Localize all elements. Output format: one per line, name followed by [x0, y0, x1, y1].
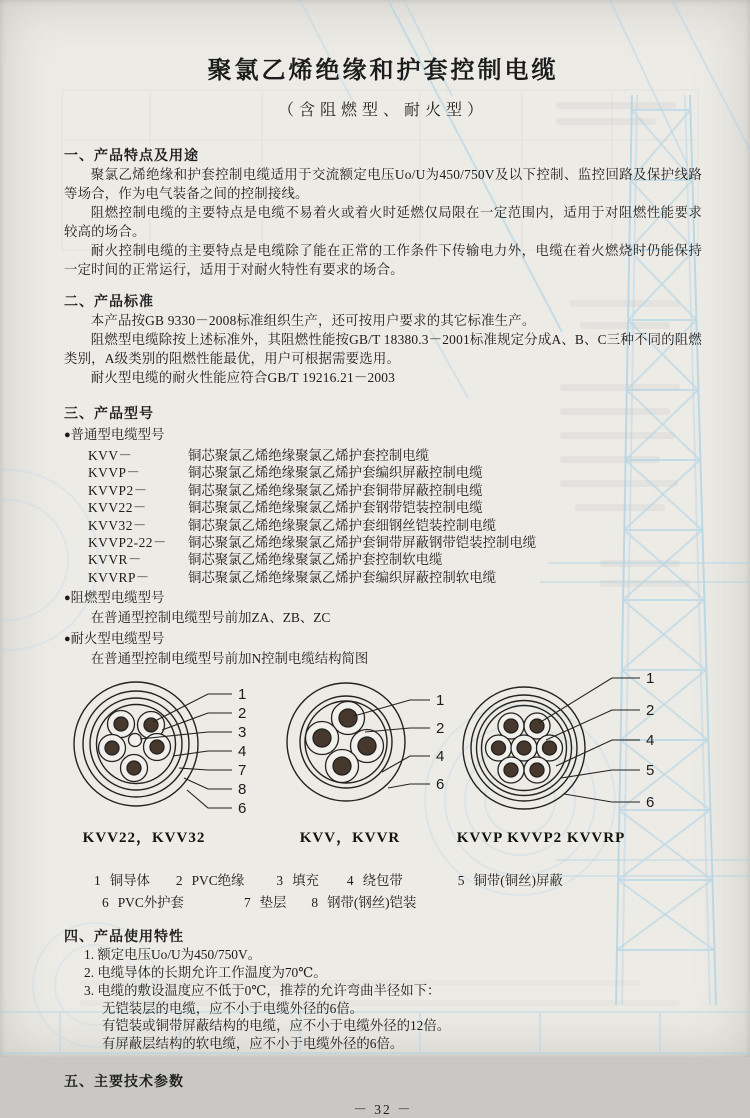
- model-desc: 铜芯聚氯乙烯绝缘聚氯乙烯护套钢带铠装控制电缆: [188, 500, 483, 516]
- cable-structure-diagrams: [64, 670, 702, 862]
- bullet-flame-retardant-models: ●阻燃型电缆型号: [64, 590, 165, 606]
- model-code: KVV－: [88, 448, 133, 463]
- layer-label: 2: [646, 702, 655, 720]
- layer-label: 4: [238, 743, 247, 761]
- layer-label: 1: [646, 670, 655, 688]
- usage-subitem: 无铠装层的电缆，应不小于电缆外径的6倍。: [102, 1000, 364, 1016]
- layer-label: 5: [646, 762, 655, 780]
- model-code: KVV32－: [88, 517, 147, 533]
- layer-label: 7: [238, 762, 247, 780]
- flame-retardant-note: 在普通型控制电缆型号前加ZA、ZB、ZC: [90, 610, 331, 626]
- model-code: KVVRP－: [88, 569, 150, 585]
- usage-item: 2. 电缆导体的长期允许工作温度为70℃。: [84, 965, 327, 981]
- model-row: [88, 534, 702, 551]
- diagram-caption: KVVP KVVP2 KVVRP: [456, 830, 626, 847]
- model-row: [88, 482, 702, 499]
- section-4-heading: 四、产品使用特性: [64, 930, 184, 946]
- section-2-paragraph: 耐火型电缆的耐火性能应符合GB/T 19216.21－2003: [90, 370, 396, 385]
- page-title: 聚氯乙烯绝缘和护套控制电缆: [207, 58, 559, 84]
- layer-label: 8: [238, 781, 247, 799]
- diagram-legend: [64, 870, 702, 914]
- layer-label: 2: [238, 705, 247, 723]
- model-code: KVVR－: [88, 552, 142, 568]
- layer-label: 2: [436, 720, 445, 738]
- bullet-fire-resistant-models: ●耐火型电缆型号: [64, 631, 165, 647]
- model-row: [88, 569, 702, 586]
- model-row: [88, 499, 702, 516]
- model-code: KVVP－: [88, 465, 141, 481]
- bullet-icon: ●: [64, 633, 71, 646]
- usage-subitem: 有铠装或铜带屏蔽结构的电缆，应不小于电缆外径的12倍。: [102, 1018, 451, 1034]
- bullet-ordinary-models: ●普通型电缆型号: [64, 427, 165, 442]
- legend-item: 8 钢带(钢丝)铠装: [311, 895, 417, 911]
- layer-label: 6: [646, 794, 655, 812]
- page-number: － 32 －: [353, 1102, 413, 1118]
- section-1-paragraph: 耐火控制电缆的主要特点是电缆除了能在正常的工作条件下传输电力外，电缆在着火燃烧时仍能保持一定时间的正常运行，适用于对耐火特性有要求的场合。: [64, 243, 702, 277]
- section-2-heading: 二、产品标准: [64, 295, 154, 310]
- layer-label: 4: [646, 732, 655, 750]
- model-code: KVVP2－: [88, 482, 148, 498]
- section-2-paragraph: 阻燃型电缆除按上述标准外，其阻燃性能按GB/T 18380.3－2001标准规定分成A、B、C三种不同的阻燃类别，A级类别的阻燃性能最优，用户可根据需要选用。: [64, 332, 702, 366]
- layer-label: 4: [436, 748, 445, 766]
- model-row: [88, 517, 702, 534]
- usage-subitem: 有屏蔽层结构的软电缆，应不小于电缆外径的6倍。: [102, 1036, 404, 1052]
- section-3-heading: 三、产品型号: [64, 407, 154, 422]
- layer-label: 1: [238, 686, 247, 704]
- page-content: [64, 44, 702, 1118]
- page-subtitle: （含阻燃型、耐火型）: [277, 102, 488, 119]
- cable-cross-section-kvvp-kvvp2-kvvrp: [436, 670, 681, 853]
- diagram-caption: KVV22，KVV32: [82, 830, 206, 847]
- usage-item: 1. 额定电压Uo/U为450/750V。: [84, 947, 262, 963]
- model-row: [88, 447, 702, 464]
- model-row: [88, 551, 702, 568]
- model-list: [88, 447, 702, 586]
- legend-item: 5 铜带(铜丝)屏蔽: [457, 873, 563, 889]
- layer-label: 1: [436, 692, 445, 710]
- legend-item: 3 填充: [276, 873, 319, 889]
- model-desc: 铜芯聚氯乙烯绝缘聚氯乙烯护套铜带屏蔽钢带铠装控制电缆: [188, 535, 537, 551]
- model-desc: 铜芯聚氯乙烯绝缘聚氯乙烯护套控制电缆: [188, 448, 430, 463]
- legend-item: 6 PVC外护套: [102, 895, 184, 911]
- model-row: [88, 464, 702, 481]
- legend-item: 1 铜导体: [94, 873, 150, 889]
- section-1-paragraph: 聚氯乙烯绝缘和护套控制电缆适用于交流额定电压Uo/U为450/750V及以下控制、监控回路及保护线路等场合，作为电气装备之间的控制接线。: [64, 167, 702, 201]
- legend-item: 7 垫层: [243, 895, 287, 911]
- fire-resistant-note: 在普通型控制电缆型号前加N控制电缆结构简图: [90, 651, 369, 667]
- bullet-icon: ●: [64, 429, 71, 441]
- model-desc: 铜芯聚氯乙烯绝缘聚氯乙烯护套铜带屏蔽控制电缆: [188, 482, 483, 498]
- model-desc: 铜芯聚氯乙烯绝缘聚氯乙烯护套编织屏蔽控制电缆: [188, 465, 483, 481]
- section-1-paragraph: 阻燃控制电缆的主要特点是电缆不易着火或着火时延燃仅局限在一定范围内，适用于对阻燃性能要求较高的场合。: [64, 205, 702, 239]
- cable-cross-section-kvv22-kvv32: [56, 676, 271, 853]
- layer-label: 6: [436, 776, 445, 794]
- section-2-paragraph: 本产品按GB 9330－2008标准组织生产，还可按用户要求的其它标准生产。: [90, 313, 536, 328]
- model-desc: 铜芯聚氯乙烯绝缘聚氯乙烯护套细钢丝铠装控制电缆: [188, 517, 496, 533]
- diagram-caption: KVV，KVVR: [299, 830, 401, 847]
- section-1-heading: 一、产品特点及用途: [64, 149, 199, 164]
- section-5-heading: 五、主要技术参数: [64, 1075, 184, 1091]
- layer-label: 3: [238, 724, 247, 742]
- layer-label: 6: [238, 800, 247, 818]
- bullet-icon: ●: [64, 592, 71, 605]
- model-code: KVV22－: [88, 500, 147, 516]
- model-desc: 铜芯聚氯乙烯绝缘聚氯乙烯护套编织屏蔽控制软电缆: [188, 569, 496, 585]
- model-code: KVVP2-22－: [88, 535, 167, 551]
- legend-item: 4 绕包带: [346, 873, 403, 889]
- legend-item: 2 PVC绝缘: [175, 873, 245, 889]
- model-desc: 铜芯聚氯乙烯绝缘聚氯乙烯护套控制软电缆: [188, 552, 443, 568]
- usage-item: 3. 电缆的敷设温度应不低于0℃，推荐的允许弯曲半径如下：: [84, 982, 441, 998]
